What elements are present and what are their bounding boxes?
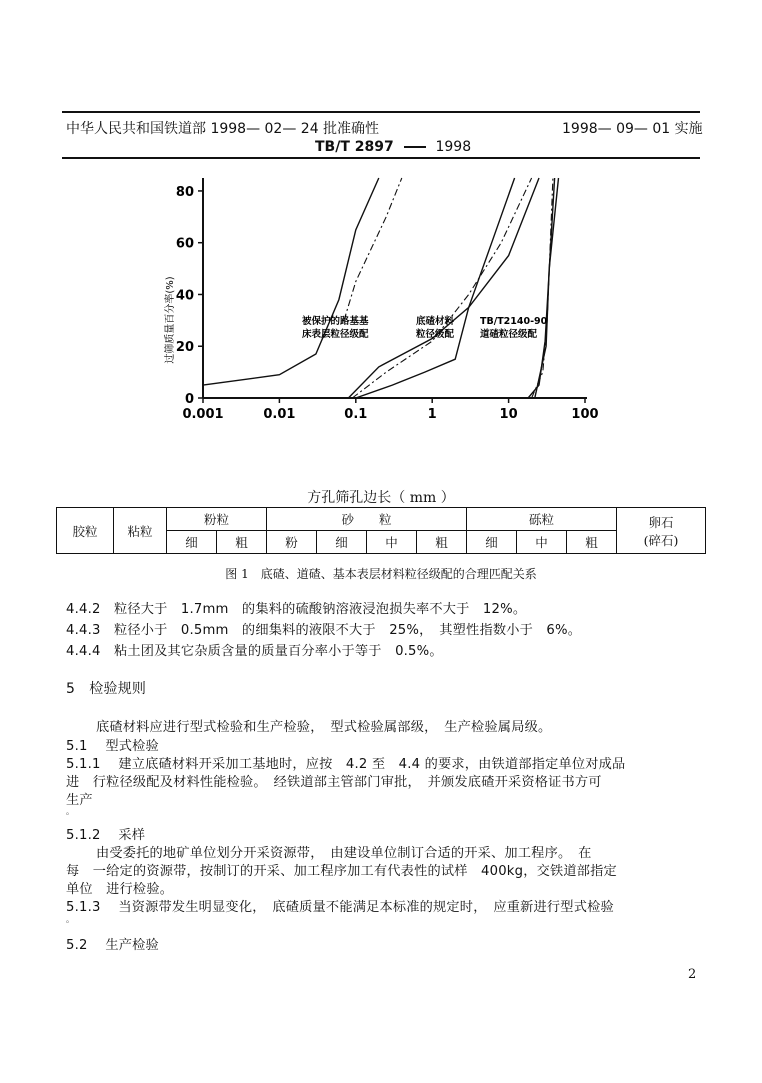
clause-5-1-2-line2: 每 一给定的资源带，按制订的开采、加工程序加工有代表性的试样 400kg，交铁道部指定 — [66, 864, 617, 879]
y-tick-label: 40 — [175, 288, 194, 304]
sub-coarse: 粗 — [567, 531, 617, 554]
clause-5-1-2-line1: 由受委托的地矿单位划分开采资源带， 由建设单位制订合适的开采、加工程序。 在 — [96, 846, 592, 861]
chart-axes — [203, 178, 587, 398]
cell-sand: 砂 粒 — [267, 508, 467, 531]
clause-4-4-2: 4.4.2 粒径大于 1.7mm 的集料的硫酸钠溶液浸泡损失率不大于 12%。 — [66, 602, 527, 617]
clause-4-4-4: 4.4.4 粘土团及其它杂质含量的质量百分率小于等于 0.5%。 — [66, 644, 443, 659]
page-number: 2 — [688, 967, 697, 982]
header-top-rule — [62, 111, 700, 113]
gradation-curve-8 — [535, 178, 559, 398]
y-tick-label: 0 — [184, 392, 194, 407]
sub-coarse: 粗 — [417, 531, 467, 554]
chart-annotations — [302, 315, 548, 340]
x-tick-label: 100 — [571, 407, 599, 422]
cell-gravel: 砾粒 — [467, 508, 617, 531]
y-tick-label: 60 — [175, 236, 194, 252]
standard-year: 1998 — [435, 139, 472, 155]
header-bottom-rule — [62, 157, 700, 159]
annotation-label: 床表层粒径级配 — [302, 329, 369, 340]
clause-5-1-heading: 5.1 型式检验 — [66, 739, 159, 754]
standard-code-number: TB/T 2897 — [315, 139, 394, 155]
x-tick-label: 1 — [427, 407, 437, 422]
annotation-label: 道碴粒径级配 — [480, 329, 538, 340]
y-tick-label: 20 — [175, 340, 194, 356]
clause-5-2-heading: 5.2 生产检验 — [66, 938, 159, 953]
clause-5-1-1-line3: 生产 — [66, 793, 93, 808]
x-tick-label: 0.1 — [344, 407, 368, 422]
y-axis-label: 过筛质量百分率(%) — [165, 276, 176, 364]
annotation-label: TB/T2140-90 — [480, 316, 548, 327]
clause-5-1-1-line2: 进 行粒径级配及材料性能检验。 经铁道部主管部门审批， 并颁发底碴开采资格证书方可 — [66, 775, 602, 790]
clause-5-1-2-heading: 5.1.2 采样 — [66, 828, 146, 843]
sub-fine: 细 — [317, 531, 367, 554]
section-5-heading: 5 检验规则 — [66, 681, 147, 697]
gradation-curve-3 — [348, 178, 539, 398]
chart-series — [203, 178, 559, 398]
code-dash — [404, 146, 426, 148]
annotation-label: 底碴材料 — [416, 316, 455, 327]
stray-period: 。 — [66, 807, 75, 816]
x-tick-label: 0.01 — [263, 407, 296, 422]
cobble-label: 卵石 — [648, 514, 674, 530]
x-tick-label: 10 — [499, 407, 518, 422]
sub-medium: 中 — [517, 531, 567, 554]
section-5-intro: 底碴材料应进行型式检验和生产检验， 型式检验属部级， 生产检验属局级。 — [96, 720, 552, 735]
standard-code — [315, 139, 471, 155]
sub-powder: 粉 — [267, 531, 317, 554]
x-tick-label: 0.001 — [182, 407, 224, 422]
clause-4-4-3: 4.4.3 粒径小于 0.5mm 的细集料的液限不大于 25%， 其塑性指数小于 6%。 — [66, 623, 582, 638]
x-axis-title: 方孔筛孔边长（ mm ） — [307, 490, 455, 506]
y-tick-label: 80 — [175, 184, 194, 200]
cell-colloid: 胶粒 — [57, 508, 114, 554]
stray-period: 。 — [66, 915, 75, 924]
cell-silt: 粉粒 — [167, 508, 267, 531]
header-implementation: 1998— 09— 01 实施 — [562, 121, 703, 137]
gradation-curve-1 — [203, 178, 379, 385]
sub-fine: 细 — [467, 531, 517, 554]
gradation-curve-4 — [356, 178, 515, 398]
cell-cobble — [617, 508, 706, 554]
crushed-stone-label: (碎石) — [643, 532, 679, 548]
header-approval: 中华人民共和国铁道部 1998— 02— 24 批准确性 — [66, 121, 380, 137]
annotation-label: 粒径级配 — [416, 329, 455, 340]
gradation-curve-2 — [344, 178, 402, 320]
particle-size-table — [56, 507, 706, 554]
sub-medium: 中 — [367, 531, 417, 554]
figure-caption: 图 1 底碴、道碴、基本表层材料粒径级配的合理匹配关系 — [225, 567, 537, 581]
cell-clay: 粘粒 — [114, 508, 167, 554]
clause-5-1-1-line1: 5.1.1 建立底碴材料开采加工基地时，应按 4.2 至 4.4 的要求，由铁道部指定单位对成品 — [66, 757, 626, 772]
clause-5-1-2-line3: 单位 进行检验。 — [66, 882, 174, 897]
sub-coarse: 粗 — [217, 531, 267, 554]
annotation-label: 被保护的路基基 — [302, 316, 369, 327]
clause-5-1-3: 5.1.3 当资源带发生明显变化， 底碴质量不能满足本标准的规定时， 应重新进行型式检验 — [66, 900, 614, 915]
sub-fine: 细 — [167, 531, 217, 554]
grading-chart — [160, 170, 610, 430]
